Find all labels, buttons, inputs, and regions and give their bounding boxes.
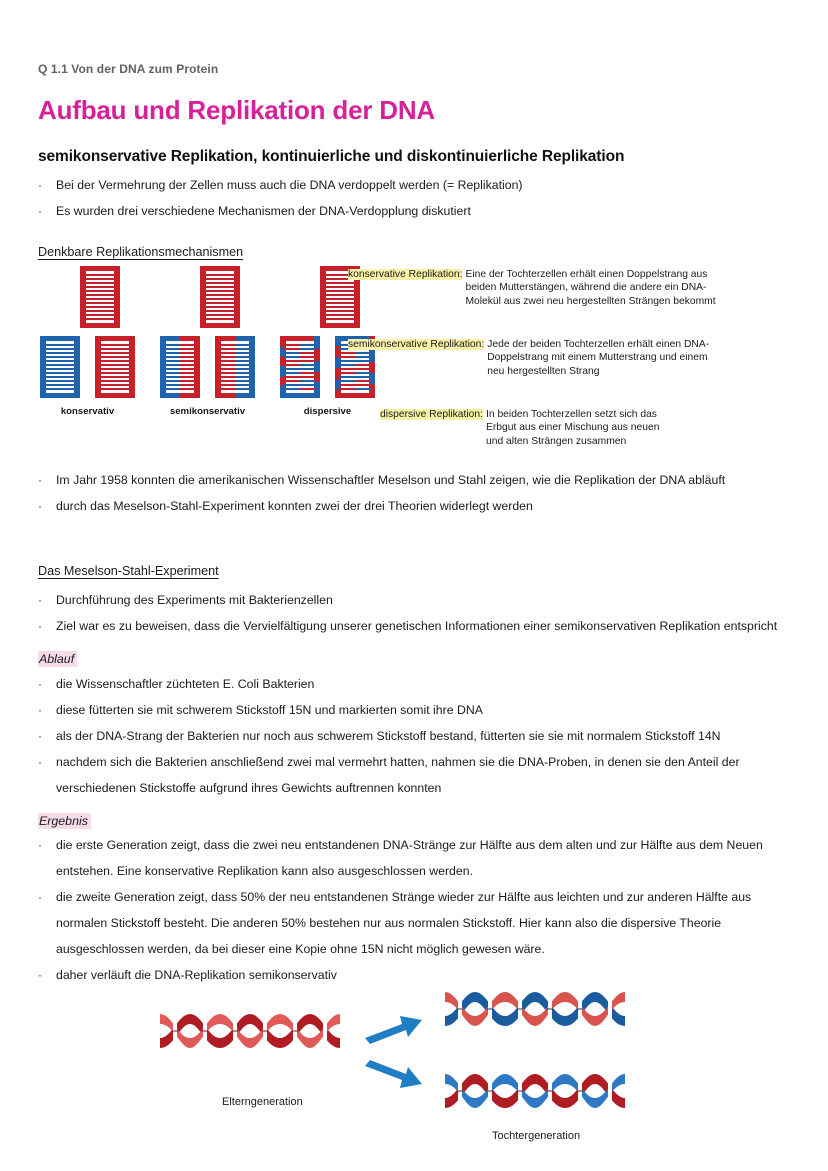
ladder-rung [219, 348, 251, 350]
ladder-rung [324, 318, 356, 320]
ladder-rung [84, 310, 116, 312]
semiconservative-replication-figure [150, 980, 670, 1155]
ladder-rung [219, 376, 251, 378]
dna-ladder-daughter-red-konservativ [95, 336, 135, 398]
ladder-rung [204, 282, 236, 284]
ladder-rung [219, 360, 251, 362]
ladder-rung [204, 314, 236, 316]
daughter-generation-label: Tochtergeneration [492, 1130, 581, 1142]
ladder-rung [84, 282, 116, 284]
list-item-text: Im Jahr 1958 konnten die amerikanischen Wissenschaftler Meselson und Stahl zeigen, wie die Replikation der DNA abläuft [56, 473, 726, 487]
ladder-rung [204, 310, 236, 312]
ladder-rung [204, 278, 236, 280]
ladder-rung [99, 368, 131, 370]
ladder-rung [164, 368, 196, 370]
list-item-text: daher verläuft die DNA-Replikation semikonservativ [56, 968, 337, 982]
list-item-text: Ziel war es zu beweisen, dass die Vervielfältigung unserer genetischen Informationen einer semikonservativen Replikation entspricht [56, 619, 778, 633]
ladder-rung [219, 344, 251, 346]
list-item [38, 749, 793, 801]
dna-ladder-daughter-a-dispersive [280, 336, 320, 398]
arrow-down-icon [365, 1060, 422, 1088]
bullet-dot: · [38, 499, 42, 513]
ladder-rung [44, 372, 76, 374]
annotation-row [348, 268, 818, 308]
ladder-rung [284, 384, 316, 386]
annotation-body [462, 268, 818, 308]
annotation-dispersive [348, 408, 818, 448]
bullet-dot: · [38, 755, 42, 769]
list-item [38, 671, 793, 697]
list-item-text: die erste Generation zeigt, dass die zwei neu entstandenen DNA-Stränge zur Hälfte aus dem alten und zur Hälfte aus dem Neuen entstehen. Eine konservative Replikation kann also ausgeschlossen werden. [56, 838, 763, 878]
ergebnis-heading: Ergebnis [38, 813, 91, 829]
ladder-rung [99, 352, 131, 354]
ladder-rung [339, 384, 371, 386]
annotation-line: Eine der Tochterzellen erhält einen Doppelstrang aus [465, 269, 708, 280]
list-item-text: Bei der Vermehrung der Zellen muss auch die DNA verdoppelt werden (= Replikation) [56, 178, 523, 192]
ladder-rung [219, 372, 251, 374]
ladder-rung [84, 294, 116, 296]
annotation-line: Erbgut aus einer Mischung aus neuen [486, 422, 660, 434]
ladder-rung [284, 356, 316, 358]
list-item [38, 832, 793, 884]
ladder-rung [204, 294, 236, 296]
ladder-rung [204, 290, 236, 292]
ladder-rung [84, 298, 116, 300]
daughter-helix-top [445, 992, 625, 1026]
ladder-rung [44, 360, 76, 362]
ladder-rung [164, 348, 196, 350]
ladder-rung [164, 344, 196, 346]
ladder-rung [284, 372, 316, 374]
ladder-rung [84, 314, 116, 316]
annotation-term-text: konservative Replikation: [348, 269, 463, 280]
annotation-line: neu hergestellten Strang [487, 365, 600, 377]
annotation-semikonservative [348, 338, 818, 378]
ladder-rung [164, 388, 196, 390]
parent-generation-label: Elterngeneration [222, 1096, 303, 1108]
bullet-dot: · [38, 593, 42, 607]
bullet-dot: · [38, 619, 42, 633]
ladder-rung [219, 356, 251, 358]
ladder-rung [204, 286, 236, 288]
annotation-line: und alten Strängen zusammen [486, 435, 627, 447]
ladder-rung [284, 360, 316, 362]
ladder-rung [324, 314, 356, 316]
ladder-rung [44, 364, 76, 366]
ladder-rung [84, 318, 116, 320]
mechanisms-heading: Denkbare Replikationsmechanismen [38, 245, 244, 259]
page-subtitle: semikonservative Replikation, kontinuierliche und diskontinuierliche Replikation [38, 148, 625, 165]
ladder-rung [284, 352, 316, 354]
ladder-rung [164, 352, 196, 354]
list-item [38, 723, 793, 749]
ladder-rung [284, 368, 316, 370]
ladder-rung [164, 380, 196, 382]
ladder-rung [44, 368, 76, 370]
ladder-rung [219, 352, 251, 354]
annotation-term [348, 338, 484, 351]
dna-ladder-daughter-b-semikonservativ [215, 336, 255, 398]
ladder-rung [99, 360, 131, 362]
ladder-rung [324, 310, 356, 312]
mechanism-label-dispersive: dispersive [303, 406, 352, 417]
list-item [38, 884, 793, 962]
list-item-text: als der DNA-Strang der Bakterien nur noch aus schwerem Stickstoff bestand, fütterten sie sie mit normalem Stickstoff 14N [56, 729, 721, 743]
mechanism-label-konservativ: konservativ [60, 406, 115, 417]
ladder-rung [219, 388, 251, 390]
ladder-rung [219, 364, 251, 366]
list-item-text: durch das Meselson-Stahl-Experiment konnten zwei der drei Theorien widerlegt werden [56, 499, 533, 513]
ladder-rung [284, 376, 316, 378]
helix-svg [150, 980, 670, 1155]
ladder-rung [204, 318, 236, 320]
ladder-rung [99, 356, 131, 358]
ablauf-list [38, 671, 793, 801]
ladder-rung [284, 388, 316, 390]
annotation-line: Jede der beiden Tochterzellen erhält einen DNA- [487, 339, 710, 350]
ladder-rung [84, 290, 116, 292]
arrow-up-icon [365, 1016, 422, 1044]
annotation-body [483, 408, 818, 448]
dna-ladder-parent-konservativ [80, 266, 120, 328]
annotation-body [484, 338, 818, 378]
annotation-konservative [348, 268, 818, 308]
ladder-rung [99, 384, 131, 386]
ladder-rung [219, 368, 251, 370]
ladder-rung [44, 380, 76, 382]
ladder-rung [284, 380, 316, 382]
page-kicker: Q 1.1 Von der DNA zum Protein [38, 62, 219, 76]
list-item [38, 613, 778, 639]
daughter-helix-bottom [445, 1074, 625, 1108]
ladder-rung [44, 388, 76, 390]
bullet-dot: · [38, 729, 42, 743]
bullet-dot: · [38, 178, 42, 192]
ladder-rung [219, 384, 251, 386]
experiment-heading: Das Meselson-Stahl-Experiment [38, 564, 219, 578]
annotation-term [348, 408, 483, 421]
annotation-row [348, 408, 818, 448]
ladder-rung [44, 376, 76, 378]
list-item-text: diese fütterten sie mit schwerem Stickstoff 15N und markierten somit ihre DNA [56, 703, 483, 717]
ladder-rung [164, 364, 196, 366]
ladder-rung [44, 348, 76, 350]
list-item-text: die Wissenschaftler züchteten E. Coli Bakterien [56, 677, 315, 691]
annotation-line: In beiden Tochterzellen setzt sich das [486, 409, 657, 420]
list-item [38, 467, 793, 493]
intro-bullet-list [38, 172, 798, 224]
ladder-rung [339, 388, 371, 390]
ladder-rung [164, 360, 196, 362]
ladder-rung [44, 352, 76, 354]
ergebnis-list [38, 832, 793, 988]
annotation-line: Molekül aus zwei neu hergestellten Strängen bekommt [465, 295, 716, 307]
bullet-dot: · [38, 703, 42, 717]
ladder-rung [99, 372, 131, 374]
dna-ladder-daughter-a-semikonservativ [160, 336, 200, 398]
ladder-rung [84, 274, 116, 276]
ladder-rung [99, 380, 131, 382]
dna-ladder-daughter-blue-konservativ [40, 336, 80, 398]
ladder-rung [84, 306, 116, 308]
ladder-rung [99, 364, 131, 366]
ladder-rung [99, 344, 131, 346]
annotation-term-text: dispersive Replikation: [379, 409, 483, 420]
ladder-rung [339, 380, 371, 382]
ladder-rung [164, 384, 196, 386]
ablauf-heading: Ablauf [38, 651, 77, 667]
annotation-term-text: semikonservative Replikation: [348, 339, 485, 350]
annotation-line: beiden Mutterstängen, während die andere ein DNA- [465, 282, 707, 294]
list-item [38, 587, 778, 613]
ladder-rung [204, 302, 236, 304]
bullet-dot: · [38, 677, 42, 691]
ladder-rung [84, 286, 116, 288]
dna-ladder-parent-semikonservativ [200, 266, 240, 328]
replication-mechanisms-figure [40, 266, 352, 426]
list-item-text: die zweite Generation zeigt, dass 50% der neu entstandenen Stränge wieder zur Hälfte aus leichten und zur anderen Hälfte aus normalen Stickstoff besteht. Die anderen 50% bestehen nur aus normalen Stickstoff. Hier kann also die dispersive Theorie ausgeschlossen werden, da bei dieser eine Kopie ohne 15N nicht möglich gewesen wäre. [56, 890, 752, 956]
bullet-dot: · [38, 204, 42, 218]
annotation-line: Doppelstrang mit einem Mutterstrang und einem [487, 352, 708, 364]
bullet-dot: · [38, 473, 42, 487]
ladder-rung [84, 278, 116, 280]
list-item [38, 172, 798, 198]
list-item [38, 493, 793, 519]
ladder-rung [204, 274, 236, 276]
ladder-rung [99, 388, 131, 390]
list-item-text: Durchführung des Experiments mit Bakterienzellen [56, 593, 333, 607]
list-item [38, 697, 793, 723]
list-item-text: nachdem sich die Bakterien anschließend zwei mal vermehrt hatten, nahmen sie die DNA-Proben, in denen sie den Anteil der verschiedenen Stickstoffe aufgrund ihres Gewichts auftrennen konnten [56, 755, 740, 795]
ladder-rung [204, 298, 236, 300]
page-title: Aufbau und Replikation der DNA [38, 95, 436, 125]
ladder-rung [99, 376, 131, 378]
list-item-text: Es wurden drei verschiedene Mechanismen der DNA-Verdopplung diskutiert [56, 204, 471, 218]
parent-helix [160, 1014, 340, 1048]
ladder-rung [164, 372, 196, 374]
ladder-rung [284, 344, 316, 346]
annotation-row [348, 338, 818, 378]
ladder-rung [284, 364, 316, 366]
mid-bullet-list [38, 467, 793, 519]
ladder-rung [44, 356, 76, 358]
ladder-rung [44, 344, 76, 346]
ladder-rung [99, 348, 131, 350]
ladder-rung [204, 306, 236, 308]
ladder-rung [164, 376, 196, 378]
ladder-rung [164, 356, 196, 358]
ladder-rung [284, 348, 316, 350]
annotation-term [348, 268, 462, 281]
mechanism-label-semikonservativ: semikonservativ [169, 406, 246, 417]
experiment-intro-list [38, 587, 778, 639]
list-item [38, 198, 798, 224]
bullet-dot: · [38, 968, 42, 982]
ladder-rung [219, 380, 251, 382]
ladder-rung [84, 302, 116, 304]
ladder-rung [44, 384, 76, 386]
bullet-dot: · [38, 890, 42, 904]
bullet-dot: · [38, 838, 42, 852]
